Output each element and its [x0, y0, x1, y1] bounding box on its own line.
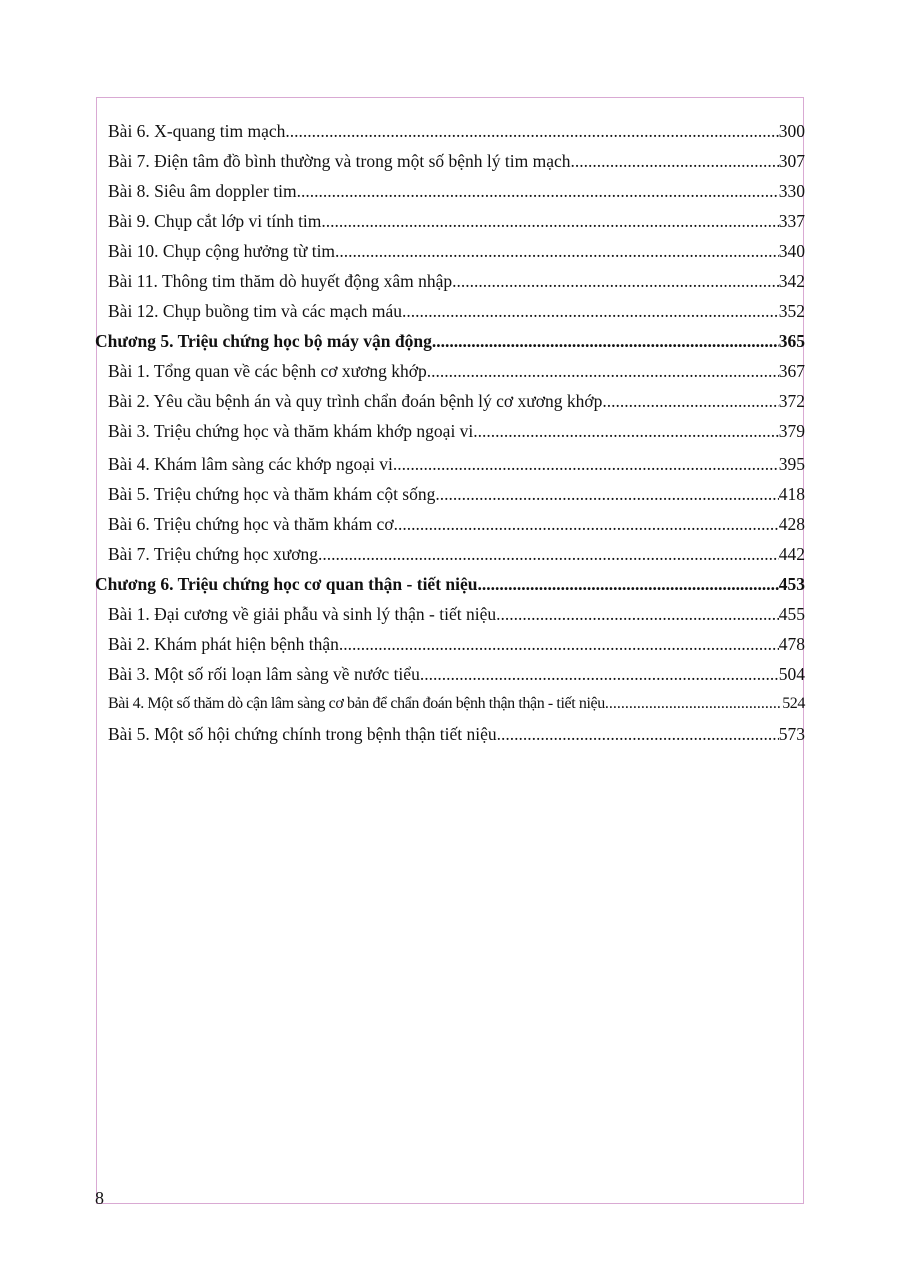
entry-title: Bài 7. Triệu chứng học xương: [108, 544, 319, 564]
dot-leader: [394, 509, 779, 539]
toc-lesson-entry: [95, 479, 805, 509]
toc-lesson-entry: [95, 146, 805, 176]
entry-page-number: 300: [778, 121, 805, 141]
dot-leader: [478, 569, 779, 599]
table-of-contents: [95, 116, 805, 749]
entry-title: Bài 2. Khám phát hiện bệnh thận: [108, 634, 339, 654]
entry-page-number: 340: [778, 241, 805, 261]
entry-title: Bài 8. Siêu âm doppler tim: [108, 181, 297, 201]
dot-leader: [497, 719, 779, 749]
entry-page-number: 367: [778, 361, 805, 381]
entry-page-number: 352: [778, 301, 805, 321]
dot-leader: [473, 416, 778, 446]
toc-lesson-entry: [95, 356, 805, 386]
dot-leader: [605, 689, 782, 719]
entry-title: Chương 6. Triệu chứng học cơ quan thận - tiết niệu: [95, 574, 478, 594]
entry-title: Bài 4. Khám lâm sàng các khớp ngoại vi: [108, 454, 393, 474]
toc-lesson-entry: [95, 266, 805, 296]
dot-leader: [432, 326, 779, 356]
entry-title: Bài 6. Triệu chứng học và thăm khám cơ: [108, 514, 394, 534]
toc-lesson-entry: [95, 509, 805, 539]
dot-leader: [452, 266, 779, 296]
entry-page-number: 453: [778, 574, 805, 594]
dot-leader: [427, 356, 779, 386]
toc-lesson-entry: [95, 719, 805, 749]
entry-page-number: 455: [778, 604, 805, 624]
entry-page-number: 428: [778, 514, 805, 534]
toc-lesson-entry: [95, 176, 805, 206]
toc-chapter-entry: [95, 326, 805, 356]
dot-leader: [297, 176, 779, 206]
toc-lesson-entry: [95, 449, 805, 479]
dot-leader: [435, 479, 778, 509]
toc-lesson-entry: [95, 629, 805, 659]
dot-leader: [420, 659, 779, 689]
toc-lesson-entry: [95, 599, 805, 629]
entry-title: Bài 3. Một số rối loạn lâm sàng về nước tiểu: [108, 664, 420, 684]
dot-leader: [496, 599, 779, 629]
entry-title: Bài 7. Điện tâm đồ bình thường và trong một số bệnh lý tim mạch: [108, 151, 571, 171]
entry-page-number: 395: [778, 454, 805, 474]
entry-page-number: 365: [778, 331, 805, 351]
toc-lesson-entry: [95, 386, 805, 416]
entry-title: Bài 3. Triệu chứng học và thăm khám khớp ngoại vi: [108, 421, 474, 441]
toc-lesson-entry: [95, 206, 805, 236]
dot-leader: [402, 296, 779, 326]
dot-leader: [602, 386, 778, 416]
toc-lesson-entry: [95, 116, 805, 146]
entry-title: Chương 5. Triệu chứng học bộ máy vận động: [95, 331, 432, 351]
dot-leader: [285, 116, 778, 146]
entry-title: Bài 5. Một số hội chứng chính trong bệnh thận tiết niệu: [108, 724, 497, 744]
dot-leader: [339, 629, 779, 659]
entry-page-number: 307: [778, 151, 805, 171]
toc-lesson-entry: [95, 236, 805, 266]
entry-title: Bài 12. Chụp buồng tim và các mạch máu: [108, 301, 403, 321]
entry-page-number: 372: [778, 391, 805, 411]
dot-leader: [318, 539, 779, 569]
toc-lesson-entry: [95, 659, 805, 689]
entry-page-number: 524: [782, 695, 805, 712]
dot-leader: [335, 236, 779, 266]
entry-page-number: 504: [778, 664, 805, 684]
toc-lesson-entry: [95, 296, 805, 326]
entry-title: Bài 9. Chụp cắt lớp vi tính tim: [108, 211, 322, 231]
entry-page-number: 418: [778, 484, 805, 504]
toc-lesson-entry: [95, 539, 805, 569]
entry-page-number: 478: [778, 634, 805, 654]
entry-page-number: 342: [778, 271, 805, 291]
entry-page-number: 573: [778, 724, 805, 744]
dot-leader: [321, 206, 778, 236]
entry-title: Bài 4. Một số thăm dò cận lâm sàng cơ bản để chẩn đoán bệnh thận thận - tiết niệu: [108, 695, 605, 712]
toc-lesson-entry: [95, 689, 805, 719]
dot-leader: [393, 449, 779, 479]
toc-lesson-entry: [95, 416, 805, 446]
entry-title: Bài 6. X-quang tim mạch: [108, 121, 286, 141]
entry-title: Bài 1. Đại cương về giải phẫu và sinh lý thận - tiết niệu: [108, 604, 497, 624]
page-number: 8: [95, 1188, 104, 1208]
entry-page-number: 379: [778, 421, 805, 441]
dot-leader: [571, 146, 779, 176]
toc-chapter-entry: [95, 569, 805, 599]
entry-page-number: 442: [778, 544, 805, 564]
entry-title: Bài 10. Chụp cộng hưởng từ tim: [108, 241, 336, 261]
entry-title: Bài 1. Tổng quan về các bệnh cơ xương khớp: [108, 361, 427, 381]
entry-page-number: 337: [778, 211, 805, 231]
entry-title: Bài 2. Yêu cầu bệnh án và quy trình chẩn đoán bệnh lý cơ xương khớp: [108, 391, 603, 411]
entry-title: Bài 5. Triệu chứng học và thăm khám cột sống: [108, 484, 436, 504]
entry-title: Bài 11. Thông tim thăm dò huyết động xâm nhập: [108, 271, 453, 291]
entry-page-number: 330: [778, 181, 805, 201]
